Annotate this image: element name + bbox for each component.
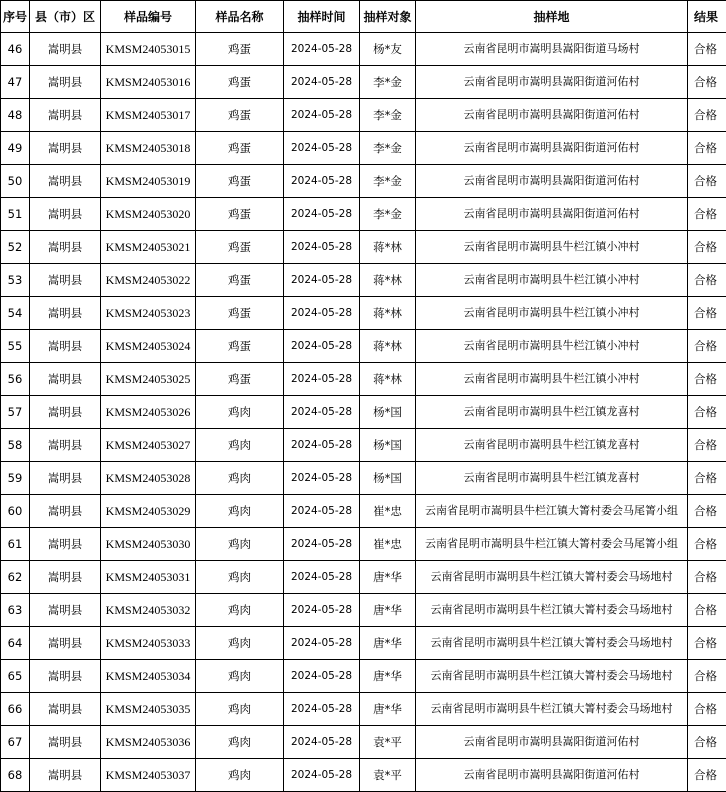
cell-result: 合格 — [688, 561, 726, 594]
cell-sampling-subject: 杨*国 — [360, 396, 416, 429]
cell-county: 嵩明县 — [30, 198, 101, 231]
cell-sampling-date: 2024-05-28 — [284, 462, 360, 495]
cell-result: 合格 — [688, 363, 726, 396]
cell-sample-name: 鸡肉 — [196, 660, 284, 693]
cell-index: 56 — [1, 363, 30, 396]
cell-sampling-location: 云南省昆明市嵩明县牛栏江镇龙喜村 — [416, 429, 688, 462]
cell-sample-name: 鸡肉 — [196, 726, 284, 759]
cell-index: 68 — [1, 759, 30, 792]
cell-index: 60 — [1, 495, 30, 528]
cell-index: 63 — [1, 594, 30, 627]
cell-index: 47 — [1, 66, 30, 99]
cell-sampling-subject: 袁*平 — [360, 726, 416, 759]
cell-sampling-subject: 袁*平 — [360, 759, 416, 792]
cell-sampling-location: 云南省昆明市嵩明县嵩阳街道河佑村 — [416, 726, 688, 759]
cell-sampling-subject: 崔*忠 — [360, 528, 416, 561]
cell-county: 嵩明县 — [30, 33, 101, 66]
cell-sampling-location: 云南省昆明市嵩明县牛栏江镇大箐村委会马场地村 — [416, 693, 688, 726]
cell-sampling-subject: 崔*忠 — [360, 495, 416, 528]
cell-sampling-location: 云南省昆明市嵩明县嵩阳街道河佑村 — [416, 99, 688, 132]
cell-sampling-date: 2024-05-28 — [284, 165, 360, 198]
cell-sample-name: 鸡蛋 — [196, 33, 284, 66]
cell-sample-name: 鸡肉 — [196, 495, 284, 528]
cell-county: 嵩明县 — [30, 759, 101, 792]
table-row — [1, 594, 726, 627]
cell-sampling-subject: 唐*华 — [360, 693, 416, 726]
cell-sampling-date: 2024-05-28 — [284, 330, 360, 363]
cell-sampling-date: 2024-05-28 — [284, 33, 360, 66]
table-row — [1, 693, 726, 726]
cell-sampling-location: 云南省昆明市嵩明县牛栏江镇大箐村委会马尾箐小组 — [416, 495, 688, 528]
cell-sample-name: 鸡肉 — [196, 429, 284, 462]
cell-result: 合格 — [688, 66, 726, 99]
cell-sample-name: 鸡肉 — [196, 561, 284, 594]
cell-sample-name: 鸡肉 — [196, 594, 284, 627]
cell-sample-name: 鸡肉 — [196, 462, 284, 495]
cell-sampling-subject: 唐*华 — [360, 561, 416, 594]
table-row — [1, 66, 726, 99]
cell-result: 合格 — [688, 627, 726, 660]
cell-sample-id: KMSM24053022 — [101, 264, 196, 297]
cell-sampling-subject: 蒋*林 — [360, 330, 416, 363]
cell-result: 合格 — [688, 132, 726, 165]
header-sampling-subject: 抽样对象 — [360, 1, 416, 33]
cell-sampling-date: 2024-05-28 — [284, 132, 360, 165]
cell-result: 合格 — [688, 330, 726, 363]
cell-index: 66 — [1, 693, 30, 726]
cell-sampling-location: 云南省昆明市嵩明县牛栏江镇小冲村 — [416, 363, 688, 396]
cell-county: 嵩明县 — [30, 627, 101, 660]
cell-sample-id: KMSM24053015 — [101, 33, 196, 66]
cell-result: 合格 — [688, 462, 726, 495]
cell-index: 55 — [1, 330, 30, 363]
cell-index: 61 — [1, 528, 30, 561]
cell-county: 嵩明县 — [30, 264, 101, 297]
cell-sampling-date: 2024-05-28 — [284, 594, 360, 627]
cell-sample-id: KMSM24053018 — [101, 132, 196, 165]
cell-sampling-date: 2024-05-28 — [284, 528, 360, 561]
cell-sampling-date: 2024-05-28 — [284, 99, 360, 132]
cell-result: 合格 — [688, 660, 726, 693]
cell-sampling-location: 云南省昆明市嵩明县牛栏江镇小冲村 — [416, 297, 688, 330]
cell-sampling-location: 云南省昆明市嵩明县嵩阳街道河佑村 — [416, 132, 688, 165]
cell-sample-name: 鸡蛋 — [196, 264, 284, 297]
cell-sample-name: 鸡蛋 — [196, 165, 284, 198]
cell-county: 嵩明县 — [30, 132, 101, 165]
cell-result: 合格 — [688, 726, 726, 759]
cell-index: 62 — [1, 561, 30, 594]
cell-sample-id: KMSM24053025 — [101, 363, 196, 396]
cell-index: 52 — [1, 231, 30, 264]
cell-sample-id: KMSM24053024 — [101, 330, 196, 363]
cell-county: 嵩明县 — [30, 528, 101, 561]
cell-sample-id: KMSM24053034 — [101, 660, 196, 693]
cell-sampling-date: 2024-05-28 — [284, 726, 360, 759]
cell-result: 合格 — [688, 429, 726, 462]
cell-sampling-date: 2024-05-28 — [284, 363, 360, 396]
cell-sampling-location: 云南省昆明市嵩明县牛栏江镇大箐村委会马尾箐小组 — [416, 528, 688, 561]
cell-result: 合格 — [688, 594, 726, 627]
cell-sampling-subject: 李*金 — [360, 165, 416, 198]
table-row — [1, 462, 726, 495]
cell-sampling-date: 2024-05-28 — [284, 297, 360, 330]
cell-sample-name: 鸡肉 — [196, 528, 284, 561]
cell-county: 嵩明县 — [30, 594, 101, 627]
cell-sampling-location: 云南省昆明市嵩明县嵩阳街道河佑村 — [416, 66, 688, 99]
cell-sample-id: KMSM24053032 — [101, 594, 196, 627]
cell-result: 合格 — [688, 693, 726, 726]
cell-sample-name: 鸡蛋 — [196, 363, 284, 396]
table-row — [1, 165, 726, 198]
cell-sample-name: 鸡蛋 — [196, 66, 284, 99]
cell-sampling-date: 2024-05-28 — [284, 231, 360, 264]
cell-index: 53 — [1, 264, 30, 297]
cell-county: 嵩明县 — [30, 660, 101, 693]
table-row — [1, 132, 726, 165]
cell-result: 合格 — [688, 165, 726, 198]
header-sampling-date: 抽样时间 — [284, 1, 360, 33]
cell-sampling-location: 云南省昆明市嵩明县牛栏江镇小冲村 — [416, 330, 688, 363]
cell-sampling-subject: 蒋*林 — [360, 363, 416, 396]
cell-index: 50 — [1, 165, 30, 198]
cell-sampling-date: 2024-05-28 — [284, 660, 360, 693]
cell-result: 合格 — [688, 396, 726, 429]
table-row — [1, 660, 726, 693]
table-row — [1, 726, 726, 759]
table-row — [1, 198, 726, 231]
header-sample-id: 样品编号 — [101, 1, 196, 33]
cell-sampling-date: 2024-05-28 — [284, 66, 360, 99]
cell-index: 51 — [1, 198, 30, 231]
cell-sampling-location: 云南省昆明市嵩明县牛栏江镇大箐村委会马场地村 — [416, 561, 688, 594]
table-row — [1, 33, 726, 66]
cell-sampling-location: 云南省昆明市嵩明县嵩阳街道河佑村 — [416, 198, 688, 231]
table-row — [1, 231, 726, 264]
cell-sampling-location: 云南省昆明市嵩明县牛栏江镇小冲村 — [416, 231, 688, 264]
table-row — [1, 429, 726, 462]
table-row — [1, 330, 726, 363]
header-result: 结果 — [688, 1, 726, 33]
header-county: 县（市）区 — [30, 1, 101, 33]
table-row — [1, 495, 726, 528]
cell-sampling-date: 2024-05-28 — [284, 396, 360, 429]
cell-sample-id: KMSM24053019 — [101, 165, 196, 198]
cell-sample-id: KMSM24053028 — [101, 462, 196, 495]
cell-sample-name: 鸡蛋 — [196, 99, 284, 132]
cell-county: 嵩明县 — [30, 726, 101, 759]
table-row — [1, 561, 726, 594]
cell-county: 嵩明县 — [30, 495, 101, 528]
cell-county: 嵩明县 — [30, 429, 101, 462]
cell-sampling-subject: 唐*华 — [360, 594, 416, 627]
cell-sampling-location: 云南省昆明市嵩明县嵩阳街道河佑村 — [416, 759, 688, 792]
cell-result: 合格 — [688, 495, 726, 528]
cell-sampling-location: 云南省昆明市嵩明县牛栏江镇大箐村委会马场地村 — [416, 660, 688, 693]
cell-result: 合格 — [688, 198, 726, 231]
cell-sample-id: KMSM24053035 — [101, 693, 196, 726]
cell-sample-id: KMSM24053029 — [101, 495, 196, 528]
cell-sampling-subject: 杨*友 — [360, 33, 416, 66]
cell-result: 合格 — [688, 33, 726, 66]
header-sampling-location: 抽样地 — [416, 1, 688, 33]
cell-sampling-subject: 唐*华 — [360, 660, 416, 693]
cell-sample-id: KMSM24053017 — [101, 99, 196, 132]
cell-county: 嵩明县 — [30, 297, 101, 330]
cell-sampling-date: 2024-05-28 — [284, 495, 360, 528]
cell-result: 合格 — [688, 231, 726, 264]
table-body — [1, 33, 726, 792]
cell-sample-id: KMSM24053037 — [101, 759, 196, 792]
cell-sample-name: 鸡蛋 — [196, 198, 284, 231]
cell-sample-id: KMSM24053026 — [101, 396, 196, 429]
cell-sample-id: KMSM24053031 — [101, 561, 196, 594]
cell-sampling-subject: 蒋*林 — [360, 297, 416, 330]
cell-index: 46 — [1, 33, 30, 66]
cell-sampling-date: 2024-05-28 — [284, 429, 360, 462]
cell-sampling-location: 云南省昆明市嵩明县嵩阳街道河佑村 — [416, 165, 688, 198]
cell-index: 64 — [1, 627, 30, 660]
table-row — [1, 264, 726, 297]
cell-index: 48 — [1, 99, 30, 132]
cell-index: 54 — [1, 297, 30, 330]
cell-result: 合格 — [688, 297, 726, 330]
cell-county: 嵩明县 — [30, 561, 101, 594]
cell-sample-id: KMSM24053023 — [101, 297, 196, 330]
cell-county: 嵩明县 — [30, 363, 101, 396]
cell-sampling-location: 云南省昆明市嵩明县牛栏江镇小冲村 — [416, 264, 688, 297]
cell-sampling-subject: 李*金 — [360, 198, 416, 231]
cell-sampling-date: 2024-05-28 — [284, 561, 360, 594]
table-header — [1, 1, 726, 33]
cell-sample-name: 鸡肉 — [196, 396, 284, 429]
cell-sample-id: KMSM24053033 — [101, 627, 196, 660]
cell-sample-id: KMSM24053016 — [101, 66, 196, 99]
cell-sampling-date: 2024-05-28 — [284, 198, 360, 231]
table-row — [1, 528, 726, 561]
cell-sampling-subject: 李*金 — [360, 99, 416, 132]
cell-sampling-date: 2024-05-28 — [284, 693, 360, 726]
cell-sampling-subject: 蒋*林 — [360, 231, 416, 264]
cell-sampling-subject: 唐*华 — [360, 627, 416, 660]
cell-result: 合格 — [688, 99, 726, 132]
cell-sampling-location: 云南省昆明市嵩明县牛栏江镇大箐村委会马场地村 — [416, 594, 688, 627]
cell-sampling-subject: 李*金 — [360, 132, 416, 165]
cell-result: 合格 — [688, 528, 726, 561]
cell-sample-id: KMSM24053036 — [101, 726, 196, 759]
cell-county: 嵩明县 — [30, 165, 101, 198]
cell-sampling-subject: 杨*国 — [360, 462, 416, 495]
cell-county: 嵩明县 — [30, 66, 101, 99]
cell-sample-name: 鸡肉 — [196, 759, 284, 792]
table-row — [1, 99, 726, 132]
cell-sampling-date: 2024-05-28 — [284, 759, 360, 792]
cell-index: 65 — [1, 660, 30, 693]
header-sample-name: 样品名称 — [196, 1, 284, 33]
cell-index: 67 — [1, 726, 30, 759]
cell-sample-name: 鸡蛋 — [196, 330, 284, 363]
cell-sample-name: 鸡肉 — [196, 693, 284, 726]
table-row — [1, 363, 726, 396]
cell-sampling-subject: 蒋*林 — [360, 264, 416, 297]
cell-county: 嵩明县 — [30, 330, 101, 363]
cell-sample-name: 鸡蛋 — [196, 297, 284, 330]
cell-sampling-location: 云南省昆明市嵩明县牛栏江镇大箐村委会马场地村 — [416, 627, 688, 660]
cell-sample-id: KMSM24053020 — [101, 198, 196, 231]
cell-county: 嵩明县 — [30, 693, 101, 726]
cell-index: 58 — [1, 429, 30, 462]
cell-sample-name: 鸡肉 — [196, 627, 284, 660]
cell-sampling-location: 云南省昆明市嵩明县牛栏江镇龙喜村 — [416, 396, 688, 429]
cell-index: 57 — [1, 396, 30, 429]
header-index: 序号 — [1, 1, 30, 33]
table-row — [1, 627, 726, 660]
cell-sampling-subject: 杨*国 — [360, 429, 416, 462]
cell-index: 49 — [1, 132, 30, 165]
cell-sample-name: 鸡蛋 — [196, 132, 284, 165]
cell-county: 嵩明县 — [30, 462, 101, 495]
cell-sampling-location: 云南省昆明市嵩明县嵩阳街道马场村 — [416, 33, 688, 66]
cell-sample-name: 鸡蛋 — [196, 231, 284, 264]
table-row — [1, 297, 726, 330]
cell-sampling-location: 云南省昆明市嵩明县牛栏江镇龙喜村 — [416, 462, 688, 495]
cell-county: 嵩明县 — [30, 396, 101, 429]
header-row — [1, 1, 726, 33]
cell-sample-id: KMSM24053030 — [101, 528, 196, 561]
cell-sampling-subject: 李*金 — [360, 66, 416, 99]
table-row — [1, 396, 726, 429]
cell-result: 合格 — [688, 264, 726, 297]
cell-county: 嵩明县 — [30, 99, 101, 132]
cell-sample-id: KMSM24053027 — [101, 429, 196, 462]
cell-county: 嵩明县 — [30, 231, 101, 264]
cell-sample-id: KMSM24053021 — [101, 231, 196, 264]
cell-sampling-date: 2024-05-28 — [284, 627, 360, 660]
cell-sampling-date: 2024-05-28 — [284, 264, 360, 297]
cell-result: 合格 — [688, 759, 726, 792]
cell-index: 59 — [1, 462, 30, 495]
